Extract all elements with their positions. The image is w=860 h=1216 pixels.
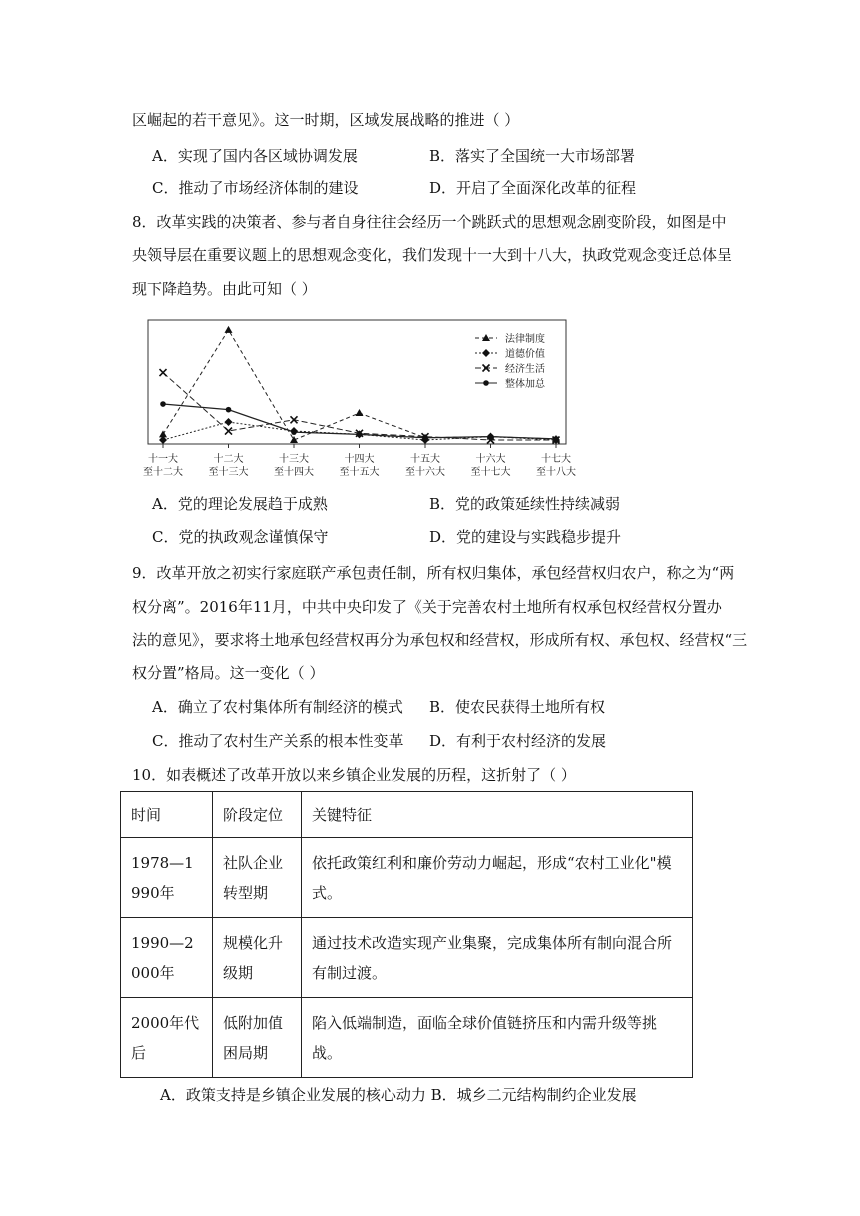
series-4-point xyxy=(291,429,297,435)
x-tick-label: 十一大 xyxy=(148,454,178,465)
q8-option-b: B．党的政策延续性持续减弱 xyxy=(429,495,621,513)
q8-stem-line-3: 现下降趋势。由此可知（ ） xyxy=(132,280,317,298)
x-tick-label: 十二大 xyxy=(213,454,244,465)
table-header-row xyxy=(121,792,693,838)
x-tick-label: 十六大 xyxy=(475,454,506,465)
q9-stem-line-4: 权分置”格局。这一变化（ ） xyxy=(132,664,325,682)
q9-option-d: D．有利于农村经济的发展 xyxy=(429,732,607,750)
plot-frame xyxy=(148,320,566,444)
x-tick-label: 至十七大 xyxy=(470,467,511,478)
x-tick-label: 至十八大 xyxy=(536,467,576,478)
x-tick-label: 至十四大 xyxy=(274,467,314,478)
q8-option-c: C．党的执政观念谨慎保守 xyxy=(152,528,329,546)
x-tick-label: 至十三大 xyxy=(208,467,249,478)
table-cell: 低附加值困局期 xyxy=(213,998,302,1078)
series-4-point xyxy=(160,401,166,407)
legend-marker xyxy=(483,380,489,386)
legend-entry: 法律制度 xyxy=(505,334,545,345)
q9-option-b: B．使农民获得土地所有权 xyxy=(429,698,606,716)
table-cell: 规模化升级期 xyxy=(213,918,302,998)
table-cell: 依托政策红利和廉价劳动力崛起，形成“农村工业化"模式。 xyxy=(302,838,693,918)
table-cell: 1990—2000年 xyxy=(121,918,213,998)
q9-option-c: C．推动了农村生产关系的根本性变革 xyxy=(152,732,404,750)
series-4-point xyxy=(357,432,363,438)
legend-entry: 经济生活 xyxy=(505,364,545,375)
x-tick-label: 至十五大 xyxy=(339,467,380,478)
q9-stem-line-1: 9．改革开放之初实行家庭联产承包责任制，所有权归集体，承包经营权归农户，称之为“两 xyxy=(132,564,735,582)
q10-stem: 10．如表概述了改革开放以来乡镇企业发展的历程，这折射了（ ） xyxy=(132,766,576,784)
x-tick-label: 至十六大 xyxy=(405,467,445,478)
q10-options-line: A．政策支持是乡镇企业发展的核心动力 B．城乡二元结构制约企业发展 xyxy=(160,1086,637,1104)
table-row xyxy=(121,838,693,918)
ideology-change-line-chart xyxy=(137,312,583,480)
q8-stem-line-2: 央领导层在重要议题上的思想观念变化，我们发现十一大到十八大，执政党观念变迁总体呈 xyxy=(132,246,733,264)
q8-option-d: D．党的建设与实践稳步提升 xyxy=(429,528,622,546)
q7-option-c: C．推动了市场经济体制的建设 xyxy=(152,179,359,197)
x-tick-label: 十三大 xyxy=(279,454,309,465)
q7-option-a: A．实现了国内各区域协调发展 xyxy=(152,147,358,165)
table-cell: 2000年代后 xyxy=(121,998,213,1078)
x-tick-label: 十五大 xyxy=(410,454,440,465)
series-4-point xyxy=(553,436,559,442)
x-tick-label: 十四大 xyxy=(344,454,375,465)
table-row xyxy=(121,998,693,1078)
x-tick-label: 十七大 xyxy=(541,454,571,465)
q8-option-a: A．党的理论发展趋于成熟 xyxy=(152,495,328,513)
series-4-point xyxy=(488,434,494,440)
table-header-cell: 阶段定位 xyxy=(213,792,302,838)
table-cell: 通过技术改造实现产业集聚，完成集体所有制向混合所有制过渡。 xyxy=(302,918,693,998)
q9-option-a: A．确立了农村集体所有制经济的模式 xyxy=(152,698,403,716)
q7-option-d: D．开启了全面深化改革的征程 xyxy=(429,179,637,197)
q8-stem-line-1: 8．改革实践的决策者、参与者自身往往会经历一个跳跃式的思想观念剧变阶段，如图是中 xyxy=(132,213,727,231)
table-cell: 陷入低端制造，面临全球价值链挤压和内需升级等挑战。 xyxy=(302,998,693,1078)
legend-entry: 整体加总 xyxy=(505,379,545,390)
table-cell: 社队企业转型期 xyxy=(213,838,302,918)
table-cell: 1978—1990年 xyxy=(121,838,213,918)
table-row xyxy=(121,918,693,998)
q9-stem-line-3: 法的意见》，要求将土地承包经营权再分为承包权和经营权，形成所有权、承包权、经营权“三 xyxy=(132,631,748,649)
q7-stem-tail: 区崛起的若干意见》。这一时期，区域发展战略的推进（ ） xyxy=(132,111,520,129)
series-4-point xyxy=(226,407,232,413)
x-axis xyxy=(143,444,576,478)
township-enterprise-table xyxy=(120,791,693,1078)
series-4-point xyxy=(422,435,428,441)
q7-option-b: B．落实了全国统一大市场部署 xyxy=(429,147,636,165)
q9-stem-line-2: 权分离”。2016年11月，中共中央印发了《关于完善农村土地所有权承包权经营权分置办 xyxy=(132,598,722,616)
table-header-cell: 关键特征 xyxy=(302,792,693,838)
legend-entry: 道德价值 xyxy=(505,349,545,360)
table-header-cell: 时间 xyxy=(121,792,213,838)
x-tick-label: 至十二大 xyxy=(143,467,183,478)
